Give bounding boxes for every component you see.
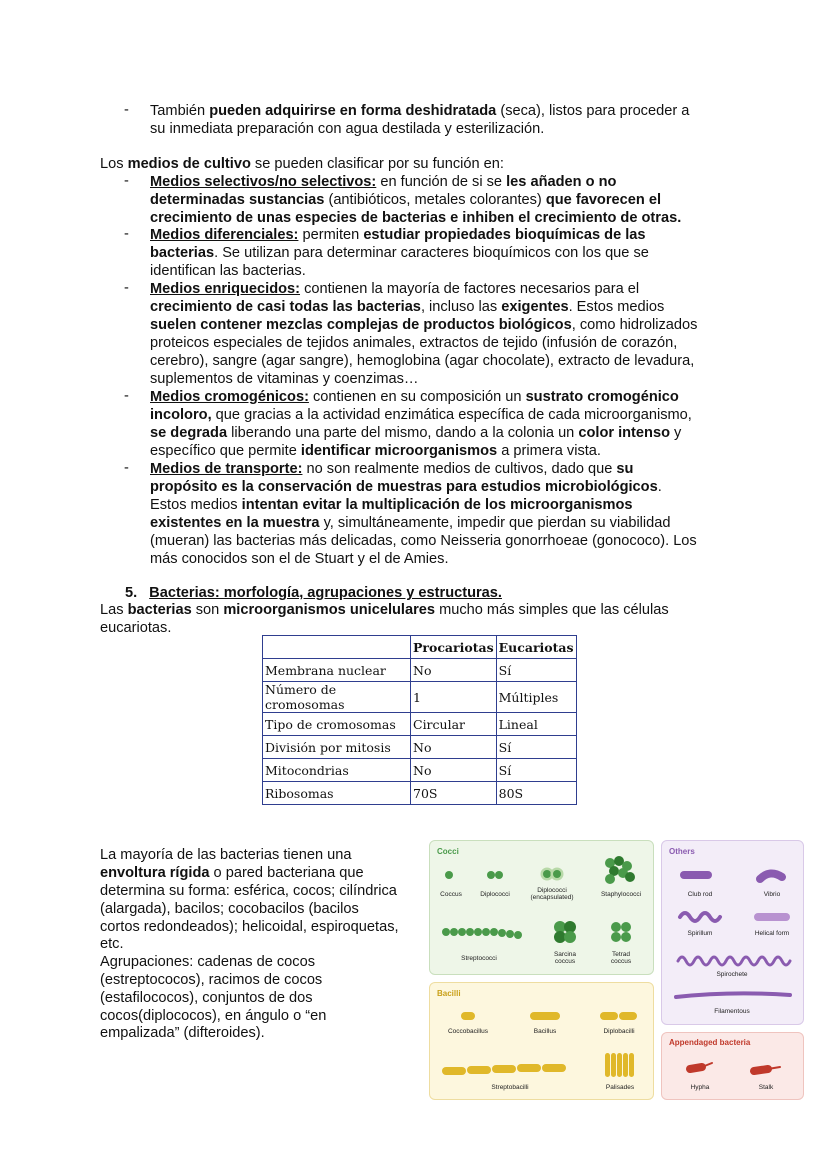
section-heading: 5. Bacterias: morfología, agrupaciones y estructuras. bbox=[125, 585, 502, 601]
cocci-panel bbox=[429, 840, 654, 975]
coccus-label: Coccus bbox=[440, 891, 462, 898]
bullet-dash: - bbox=[124, 226, 129, 242]
table-cell: 70S bbox=[411, 782, 497, 805]
morph-line-11: empalizada” (difteroides). bbox=[100, 1025, 265, 1041]
table-cell: Sí bbox=[496, 659, 576, 682]
streptococci-label: Streptococci bbox=[461, 955, 497, 962]
morph-line-8: (estreptococos), racimos de cocos bbox=[100, 972, 323, 988]
morph-line-10: cocos(diplococos), en ángulo o “en bbox=[100, 1008, 327, 1024]
diferenciales-line-1: Medios diferenciales: permiten estudiar propiedades bioquímicas de las bbox=[150, 227, 646, 243]
appendaged-panel bbox=[661, 1032, 804, 1100]
table-header-row bbox=[263, 636, 577, 659]
table-row bbox=[263, 759, 577, 782]
cromogenicos-line-2: incoloro, que gracias a la actividad enzimática específica de cada microorganismo, bbox=[150, 407, 692, 423]
diferenciales-line-2: bacterias. Se utilizan para determinar caracteres bioquímicos con los que se bbox=[150, 245, 649, 261]
transporte-line-6: más conocidos son el de Stuart y el de Amies. bbox=[150, 551, 449, 567]
staphylococci-label: Staphylococci bbox=[600, 891, 642, 898]
filamentous-label: Filamentous bbox=[714, 1008, 750, 1015]
morph-line-1: La mayoría de las bacterias tienen una bbox=[100, 847, 352, 863]
enriquecidos-line-4: proteicos especiales de tejidos animales, extractos de tejido (infusión de corazón, bbox=[150, 335, 678, 351]
appendaged-title: Appendaged bacteria bbox=[669, 1038, 751, 1047]
table-cell: No bbox=[411, 659, 497, 682]
bullet-dash: - bbox=[124, 102, 129, 118]
selectivos-line-2: determinadas sustancias (antibióticos, metales colorantes) que favorecen el bbox=[150, 192, 662, 208]
table-cell: Sí bbox=[496, 759, 576, 782]
transporte-line-1: Medios de transporte: no son realmente medios de cultivos, dado que su bbox=[150, 461, 634, 477]
morph-line-9: (estafilococos), conjuntos de dos bbox=[100, 990, 313, 1006]
table-cell: Membrana nuclear bbox=[263, 659, 411, 682]
table-cell: No bbox=[411, 759, 497, 782]
enriquecidos-line-3: suelen contener mezclas complejas de productos biológicos, como hidrolizados bbox=[150, 317, 698, 333]
bullet-dash: - bbox=[124, 280, 129, 296]
table-header-cell bbox=[263, 636, 411, 659]
spirochete-label: Spirochete bbox=[716, 971, 748, 978]
cromogenicos-line-4: específico que permite identificar microorganismos a primera vista. bbox=[150, 443, 601, 459]
table-cell: Ribosomas bbox=[263, 782, 411, 805]
morph-line-6: etc. bbox=[100, 936, 124, 952]
table-cell: Tipo de cromosomas bbox=[263, 713, 411, 736]
bullet-dash: - bbox=[124, 388, 129, 404]
table-header-cell: Eucariotas bbox=[496, 636, 576, 659]
section-paragraph-line-1: Las bacterias son microorganismos unicelulares mucho más simples que las células bbox=[100, 602, 669, 618]
hypha-label: Hypha bbox=[690, 1084, 710, 1091]
morph-line-4: (alargada), bacilos; cocobacilos (bacilos bbox=[100, 901, 359, 917]
table-row bbox=[263, 713, 577, 736]
bacilli-title: Bacilli bbox=[437, 989, 461, 998]
table-row bbox=[263, 782, 577, 805]
enriquecidos-line-5: cerebro), sangre (agar sangre), hemoglobina (agar chocolate), extracto de levadura, bbox=[150, 353, 695, 369]
table-row bbox=[263, 659, 577, 682]
classify-intro: Los medios de cultivo se pueden clasificar por su función en: bbox=[100, 156, 504, 172]
enriquecidos-line-2: crecimiento de casi todas las bacterias, incluso las exigentes. Estos medios bbox=[150, 299, 665, 315]
coccobacillus-shape bbox=[461, 1012, 475, 1020]
stalk-label: Stalk bbox=[758, 1084, 774, 1091]
diplococci-label: Diplococci bbox=[480, 891, 510, 898]
table-cell: Múltiples bbox=[496, 682, 576, 713]
tetrad-label: Tetrad coccus bbox=[610, 951, 632, 965]
selectivos-line-3: crecimiento de unas especies de bacterias e inhiben el crecimiento de otras. bbox=[150, 210, 682, 226]
intro-line-2: su inmediata preparación con agua destilada y esterilización. bbox=[150, 121, 545, 137]
others-title: Others bbox=[669, 847, 695, 856]
coccus-shape bbox=[445, 871, 453, 879]
diplococci-encapsulated-label: Diplococci (encapsulated) bbox=[530, 887, 574, 901]
table-row bbox=[263, 682, 577, 713]
coccobacillus-label: Coccobacillus bbox=[447, 1028, 489, 1035]
transporte-line-4: existentes en la muestra y, simultáneamente, impedir que pierdan su viabilidad bbox=[150, 515, 671, 531]
morph-line-3: determina su forma: esférica, cocos; cilíndrica bbox=[100, 883, 397, 899]
table-cell: Sí bbox=[496, 736, 576, 759]
selectivos-line-1: Medios selectivos/no selectivos: en función de si se les añaden o no bbox=[150, 174, 617, 190]
hypha-shape bbox=[690, 1067, 702, 1069]
others-panel bbox=[661, 840, 804, 1025]
table-header-cell: Procariotas bbox=[411, 636, 497, 659]
transporte-line-3: Estos medios intentan evitar la multiplicación de los microorganismos bbox=[150, 497, 633, 513]
vibrio-label: Vibrio bbox=[763, 891, 781, 898]
enriquecidos-line-6: suplementos de vitaminas y coenzimas… bbox=[150, 371, 419, 387]
table-cell: Mitocondrias bbox=[263, 759, 411, 782]
section-paragraph-line-2: eucariotas. bbox=[100, 620, 172, 636]
bacillus-label: Bacillus bbox=[533, 1028, 557, 1035]
intro-line-1: También pueden adquirirse en forma deshidratada (seca), listos para proceder a bbox=[150, 103, 690, 119]
cromogenicos-line-1: Medios cromogénicos: contienen en su composición un sustrato cromogénico bbox=[150, 389, 679, 405]
club-rod-label: Club rod bbox=[687, 891, 713, 898]
transporte-line-5: (mueran) las bacterias más delicadas, como Neisseria gonorrhoeae (gonococo). Los bbox=[150, 533, 697, 549]
comparison-table bbox=[262, 635, 577, 805]
bacilli-panel bbox=[429, 982, 654, 1100]
sarcina-label: Sarcina coccus bbox=[553, 951, 577, 965]
table-cell: Lineal bbox=[496, 713, 576, 736]
streptobacilli-label: Streptobacilli bbox=[491, 1084, 529, 1091]
helical-form-label: Helical form bbox=[754, 930, 790, 937]
table-cell: 1 bbox=[411, 682, 497, 713]
spirillum-label: Spirillum bbox=[687, 930, 713, 937]
transporte-line-2: propósito es la conservación de muestras para estudios microbiológicos. bbox=[150, 479, 662, 495]
bullet-dash: - bbox=[124, 460, 129, 476]
diplobacilli-label: Diplobacilli bbox=[603, 1028, 635, 1035]
table-row bbox=[263, 736, 577, 759]
table-cell: No bbox=[411, 736, 497, 759]
table-cell: 80S bbox=[496, 782, 576, 805]
diferenciales-line-3: identifican las bacterias. bbox=[150, 263, 306, 279]
enriquecidos-line-1: Medios enriquecidos: contienen la mayoría de factores necesarios para el bbox=[150, 281, 640, 297]
table-cell: División por mitosis bbox=[263, 736, 411, 759]
table-cell: Circular bbox=[411, 713, 497, 736]
morph-line-7: Agrupaciones: cadenas de cocos bbox=[100, 954, 315, 970]
bullet-dash: - bbox=[124, 173, 129, 189]
cromogenicos-line-3: se degrada liberando una parte del mismo, dando a la colonia un color intenso y bbox=[150, 425, 682, 441]
table-cell: Número de cromosomas bbox=[263, 682, 411, 713]
morph-line-5: cortos redondeados); helicoidal, espiroquetas, bbox=[100, 919, 399, 935]
palisades-label: Palisades bbox=[605, 1084, 635, 1091]
morph-line-2: envoltura rígida o pared bacteriana que bbox=[100, 865, 364, 881]
cocci-title: Cocci bbox=[437, 847, 459, 856]
